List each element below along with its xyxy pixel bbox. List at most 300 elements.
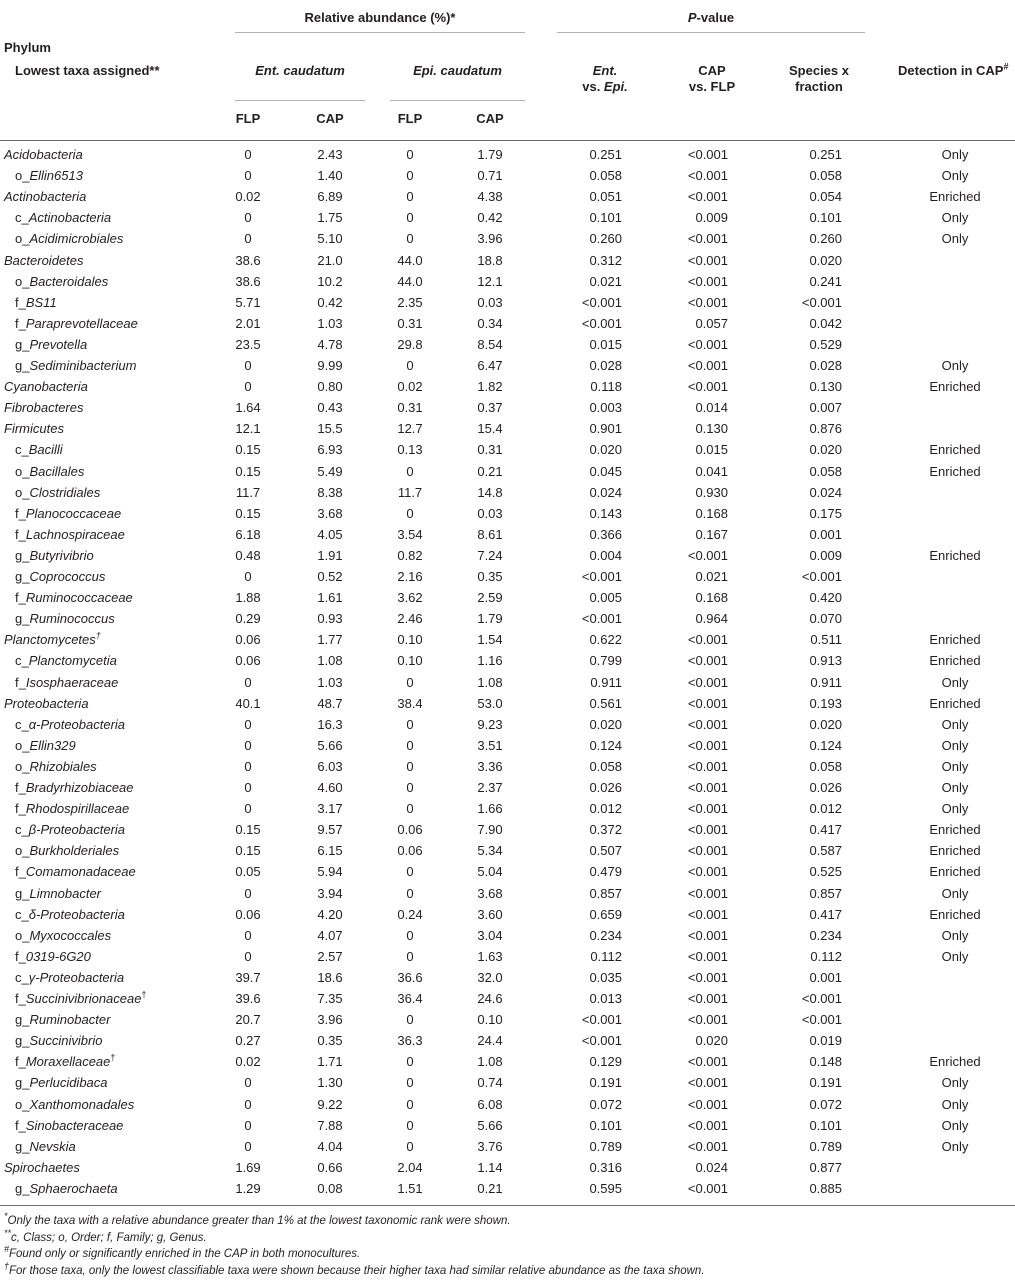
cell-p-species: 0.101 (809, 210, 842, 226)
taxon-rank-prefix: o_ (15, 737, 30, 753)
cell-p-ent-epi: 0.058 (589, 758, 622, 774)
footnote-text: For those taxa, only the lowest classifiable taxa were shown because their higher taxa had similar relative abundance as the taxa shown. (9, 1264, 705, 1277)
cell-p-ent-epi: 0.021 (589, 273, 622, 289)
cell-detection: Enriched (929, 653, 981, 669)
cell-epi-cap: 12.1 (477, 273, 503, 289)
cell-p-species: 0.789 (809, 1138, 842, 1154)
taxon-rank-prefix: o_ (15, 463, 30, 479)
cell-epi-flp: 11.7 (397, 484, 423, 500)
cell-p-species: 0.857 (809, 885, 842, 901)
cell-p-cap-flp: 0.168 (695, 590, 728, 606)
taxon-name (15, 485, 100, 501)
cell-ent-cap: 6.89 (317, 189, 343, 205)
cell-p-species: 0.001 (809, 969, 842, 985)
taxon-rank-prefix: c_ (15, 969, 29, 985)
cell-ent-flp: 0.29 (235, 611, 261, 627)
cell-ent-flp: 0.02 (235, 189, 261, 205)
cell-ent-flp: 0 (244, 358, 252, 373)
header-detection: Detection in CAP# (898, 61, 1009, 78)
cell-p-ent-epi: 0.024 (589, 484, 622, 500)
table-row (0, 841, 1015, 862)
cell-ent-flp: 0.06 (235, 653, 261, 669)
cell-epi-flp: 0 (406, 189, 414, 205)
rule-header-bottom (0, 140, 1015, 141)
cell-epi-cap: 7.24 (477, 547, 503, 563)
cell-detection: Only (941, 231, 969, 247)
taxon-label: Prevotella (29, 336, 88, 352)
cell-epi-cap: 1.63 (477, 948, 503, 964)
table-row (0, 1158, 1015, 1179)
cell-p-ent-epi: 0.026 (589, 780, 622, 795)
taxon-name (15, 1181, 118, 1197)
cell-epi-cap: 5.04 (477, 864, 503, 880)
cell-epi-cap: 5.34 (477, 843, 503, 859)
cell-p-ent-epi: 0.020 (589, 442, 622, 458)
taxon-name (15, 928, 111, 944)
cell-p-cap-flp: <0.001 (687, 1012, 728, 1028)
table-row (0, 272, 1015, 293)
cell-ent-flp: 1.69 (235, 1159, 261, 1175)
taxon-label: Paraprevotellaceae (25, 315, 138, 331)
cell-p-ent-epi: 0.561 (589, 695, 622, 711)
cell-epi-flp: 0.82 (397, 547, 423, 563)
cell-p-ent-epi: 0.191 (589, 1075, 622, 1091)
taxon-rank-prefix: g_ (15, 611, 30, 627)
cell-epi-cap: 1.14 (477, 1159, 503, 1175)
header-ent-cap: CAP (316, 111, 344, 126)
cell-epi-cap: 8.54 (477, 336, 503, 352)
taxon-label: Sphaerochaeta (29, 1180, 118, 1196)
cell-ent-flp: 0 (244, 168, 252, 184)
cell-ent-cap: 1.40 (317, 168, 343, 184)
cell-p-cap-flp: 0.167 (695, 526, 728, 542)
cell-epi-flp: 2.04 (397, 1159, 423, 1175)
cell-p-ent-epi: 0.101 (589, 210, 622, 226)
cell-p-ent-epi: 0.058 (589, 168, 622, 184)
cell-p-cap-flp: <0.001 (687, 843, 728, 859)
cell-ent-cap: 3.17 (317, 801, 343, 817)
taxon-label: Succinivibrionaceae (25, 991, 142, 1006)
cell-p-cap-flp: <0.001 (687, 273, 728, 289)
cell-detection: Enriched (929, 442, 981, 458)
cell-epi-flp: 0 (406, 505, 414, 521)
cell-epi-flp: 0 (406, 885, 414, 901)
cell-p-ent-epi: 0.234 (589, 927, 622, 943)
taxon-name (15, 1033, 102, 1049)
cell-p-ent-epi: 0.045 (589, 463, 622, 479)
cell-p-cap-flp: <0.001 (687, 1054, 728, 1070)
cell-ent-flp: 0 (244, 737, 252, 753)
cell-ent-cap: 18.6 (317, 969, 343, 985)
cell-p-species: 0.001 (809, 526, 842, 542)
cell-p-cap-flp: <0.001 (687, 885, 728, 901)
cell-ent-flp: 5.71 (235, 294, 261, 310)
cell-ent-cap: 3.96 (317, 1012, 343, 1028)
taxon-name (15, 611, 115, 627)
cell-epi-flp: 2.35 (397, 294, 423, 310)
taxon-name (15, 886, 101, 902)
cell-epi-cap: 8.61 (477, 526, 503, 542)
cell-p-species: 0.026 (809, 780, 842, 795)
cell-detection: Enriched (929, 843, 981, 859)
cell-ent-cap: 1.30 (317, 1075, 343, 1091)
cell-ent-cap: 5.10 (317, 231, 343, 247)
taxon-name (4, 253, 84, 269)
taxon-rank-prefix: f_ (15, 526, 26, 542)
cell-epi-flp: 0 (406, 358, 414, 373)
cell-ent-cap: 7.35 (317, 991, 343, 1006)
cell-p-cap-flp: <0.001 (687, 1180, 728, 1196)
table-row (0, 440, 1015, 461)
taxon-name (15, 590, 133, 606)
cell-p-cap-flp: <0.001 (687, 252, 728, 268)
cell-p-cap-flp: <0.001 (687, 1096, 728, 1112)
cell-p-species: 0.417 (809, 906, 842, 922)
cell-epi-cap: 1.08 (477, 674, 503, 690)
table-row (0, 1052, 1015, 1073)
cell-ent-flp: 1.64 (235, 400, 261, 416)
cell-p-cap-flp: 0.041 (695, 463, 728, 479)
cell-ent-cap: 3.68 (317, 505, 343, 521)
taxon-label: 0319-6G20 (25, 948, 91, 964)
cell-epi-flp: 0.02 (397, 379, 423, 395)
table-row (0, 989, 1015, 1010)
cell-detection: Only (941, 1096, 969, 1112)
cell-detection: Only (941, 758, 969, 774)
cell-epi-flp: 36.3 (397, 1033, 423, 1049)
taxon-label: Xanthomonadales (29, 1096, 135, 1112)
cell-epi-cap: 0.37 (477, 400, 503, 416)
cell-epi-cap: 1.82 (477, 379, 503, 395)
cell-detection: Only (941, 885, 969, 901)
taxon-label: Rhodospirillaceae (25, 801, 130, 817)
cell-ent-flp: 20.7 (235, 1012, 261, 1028)
taxon-name (15, 569, 105, 585)
taxon-name (15, 316, 138, 332)
cell-p-species: 0.058 (809, 168, 842, 184)
cell-ent-flp: 0 (244, 147, 252, 162)
cell-p-species: 0.420 (809, 590, 842, 606)
taxon-name (15, 210, 111, 226)
cell-epi-flp: 0.06 (397, 843, 423, 859)
cell-ent-flp: 38.6 (235, 273, 261, 289)
taxon-rank-prefix: o_ (15, 273, 30, 289)
taxon-name (15, 675, 118, 691)
taxon-name (15, 864, 136, 880)
taxon-rank-prefix: f_ (15, 505, 26, 521)
cell-ent-cap: 6.15 (317, 843, 343, 859)
cell-p-ent-epi: 0.003 (589, 400, 622, 416)
table-row (0, 1116, 1015, 1137)
cell-p-cap-flp: <0.001 (687, 716, 728, 732)
cell-p-ent-epi: 0.372 (589, 822, 622, 838)
cell-detection: Only (941, 737, 969, 753)
taxon-name (15, 843, 119, 859)
header-ent-flp: FLP (235, 111, 261, 126)
footnote-text: Found only or significantly enriched in the CAP in both monocultures. (9, 1248, 361, 1260)
cell-detection: Enriched (929, 906, 981, 922)
cell-p-ent-epi: <0.001 (581, 294, 622, 310)
cell-epi-flp: 3.54 (397, 526, 423, 542)
cell-ent-cap: 48.7 (317, 695, 343, 711)
header-lowest-taxa: Lowest taxa assigned** (15, 63, 160, 78)
taxon-label: Acidobacteria (4, 147, 83, 162)
table-row (0, 145, 1015, 166)
taxon-label: δ-Proteobacteria (28, 906, 125, 922)
cell-p-cap-flp: 0.009 (695, 210, 728, 226)
taxon-rank-prefix: f_ (15, 864, 26, 880)
taxon-rank-prefix: o_ (15, 927, 30, 943)
cell-epi-flp: 0.13 (397, 442, 423, 458)
table-row (0, 694, 1015, 715)
table-row (0, 588, 1015, 609)
cell-p-ent-epi: 0.020 (589, 716, 622, 732)
taxon-rank-prefix: f_ (15, 1054, 26, 1070)
cell-epi-flp: 0 (406, 147, 414, 162)
taxon-label: Planctomycetes (4, 632, 96, 648)
cell-p-ent-epi: 0.118 (590, 379, 622, 395)
cell-detection: Enriched (929, 379, 981, 395)
taxon-rank-prefix: g_ (15, 1180, 30, 1196)
cell-epi-cap: 0.03 (477, 505, 503, 521)
cell-p-species: <0.001 (801, 294, 842, 310)
taxon-name (15, 1054, 115, 1070)
cell-detection: Only (941, 927, 969, 943)
cell-ent-flp: 6.18 (235, 526, 261, 542)
rule-pvalue-group (557, 32, 865, 33)
taxon-name (15, 1118, 123, 1134)
taxon-label: Actinobacteria (4, 189, 87, 205)
taxon-name (15, 274, 108, 290)
cell-p-species: 0.124 (809, 737, 842, 753)
cell-p-species: 0.251 (809, 147, 842, 162)
cell-ent-flp: 0 (244, 569, 252, 584)
cell-ent-cap: 0.08 (317, 1180, 343, 1196)
cell-p-cap-flp: <0.001 (687, 168, 728, 184)
cell-epi-flp: 0 (406, 716, 414, 732)
cell-p-cap-flp: 0.964 (695, 611, 728, 627)
cell-p-species: 0.009 (809, 547, 842, 563)
cell-ent-cap: 1.77 (317, 632, 343, 648)
taxon-rank-prefix: g_ (15, 1138, 30, 1154)
header-epi-cap: CAP (476, 111, 504, 126)
cell-ent-cap: 0.35 (317, 1033, 343, 1049)
table-row (0, 504, 1015, 525)
cell-ent-cap: 1.71 (317, 1054, 343, 1070)
cell-ent-cap: 0.43 (317, 400, 343, 416)
cell-detection: Enriched (929, 1054, 981, 1070)
cell-p-ent-epi: 0.124 (589, 737, 622, 753)
table-row (0, 462, 1015, 483)
cell-ent-flp: 0.06 (235, 906, 261, 922)
cell-ent-flp: 0 (244, 231, 252, 247)
cell-p-species: 0.024 (809, 484, 842, 500)
cell-p-ent-epi: 0.015 (589, 336, 622, 352)
cell-ent-flp: 39.7 (235, 969, 261, 985)
cell-epi-flp: 2.46 (397, 611, 423, 627)
cell-epi-flp: 44.0 (397, 273, 423, 289)
cell-epi-cap: 15.4 (477, 421, 503, 437)
cell-epi-cap: 0.71 (477, 168, 503, 184)
cell-p-ent-epi: 0.789 (589, 1138, 622, 1154)
cell-p-ent-epi: 0.595 (589, 1180, 622, 1196)
taxon-label: Planococcaceae (25, 505, 122, 521)
cell-p-ent-epi: 0.911 (590, 674, 622, 690)
taxon-rank-prefix: f_ (15, 674, 26, 690)
cell-epi-flp: 0.06 (397, 822, 423, 838)
cell-ent-flp: 0 (244, 210, 252, 226)
cell-epi-flp: 0 (406, 758, 414, 774)
cell-ent-cap: 0.66 (317, 1159, 343, 1175)
taxon-rank-prefix: f_ (15, 590, 26, 606)
cell-ent-cap: 1.61 (317, 590, 343, 606)
footnote (4, 1227, 1009, 1247)
cell-ent-flp: 0.06 (235, 632, 261, 648)
cell-detection: Only (941, 358, 969, 373)
cell-p-ent-epi: 0.857 (589, 885, 622, 901)
cell-ent-flp: 38.6 (235, 252, 261, 268)
taxon-name (15, 442, 63, 458)
cell-ent-flp: 1.29 (235, 1180, 261, 1196)
cell-epi-flp: 44.0 (397, 252, 423, 268)
cell-p-species: 0.101 (809, 1117, 842, 1133)
cell-p-ent-epi: 0.901 (589, 421, 622, 437)
cell-p-cap-flp: <0.001 (687, 906, 728, 922)
cell-p-cap-flp: <0.001 (687, 379, 728, 395)
taxon-name (15, 506, 121, 522)
cell-p-cap-flp: <0.001 (687, 822, 728, 838)
cell-p-ent-epi: 0.507 (589, 843, 622, 859)
cell-epi-cap: 4.38 (477, 189, 503, 205)
cell-p-ent-epi: 0.101 (589, 1117, 622, 1133)
cell-detection: Only (941, 1117, 969, 1133)
table-row (0, 314, 1015, 335)
cell-epi-cap: 3.60 (477, 906, 503, 922)
rule-table-bottom (0, 1205, 1015, 1206)
cell-ent-flp: 0.48 (235, 547, 261, 563)
cell-epi-cap: 3.04 (477, 927, 503, 943)
taxon-label: Burkholderiales (29, 843, 120, 859)
cell-p-cap-flp: 0.024 (695, 1159, 728, 1175)
cell-ent-cap: 4.20 (317, 906, 343, 922)
cell-ent-flp: 0.05 (235, 864, 261, 880)
taxon-name (15, 1075, 108, 1091)
taxon-label: Ruminococcus (29, 611, 115, 627)
taxon-name (15, 358, 136, 374)
header-p-value: P-value (687, 10, 735, 25)
cell-ent-flp: 0.15 (235, 505, 261, 521)
cell-p-cap-flp: 0.021 (695, 569, 728, 584)
cell-ent-cap: 4.78 (317, 336, 343, 352)
footnote (4, 1260, 1009, 1280)
table-row (0, 1010, 1015, 1031)
cell-ent-cap: 4.05 (317, 526, 343, 542)
cell-epi-cap: 0.10 (477, 1012, 503, 1028)
cell-p-species: <0.001 (801, 1012, 842, 1028)
footnote-text: Only the taxa with a relative abundance greater than 1% at the lowest taxonomic rank were shown. (7, 1215, 511, 1227)
cell-detection: Enriched (929, 822, 981, 838)
cell-ent-flp: 0.15 (235, 442, 261, 458)
table-row (0, 356, 1015, 377)
cell-ent-cap: 1.03 (317, 315, 343, 331)
cell-ent-cap: 1.08 (317, 653, 343, 669)
cell-p-species: 0.417 (809, 822, 842, 838)
cell-epi-flp: 0 (406, 927, 414, 943)
cell-ent-cap: 4.60 (317, 780, 343, 795)
taxon-name (15, 295, 57, 311)
cell-ent-cap: 4.04 (317, 1138, 343, 1154)
cell-p-cap-flp: <0.001 (687, 737, 728, 753)
cell-epi-cap: 18.8 (477, 252, 503, 268)
cell-p-cap-flp: 0.130 (695, 421, 728, 437)
taxon-rank-prefix: g_ (15, 547, 30, 563)
taxon-label: Bacteroidales (29, 273, 109, 289)
cell-epi-flp: 1.51 (397, 1180, 423, 1196)
cell-epi-cap: 6.08 (477, 1096, 503, 1112)
table-row (0, 968, 1015, 989)
cell-p-species: 0.529 (809, 336, 842, 352)
table-row (0, 1137, 1015, 1158)
cell-epi-cap: 0.31 (477, 442, 503, 458)
cell-p-cap-flp: <0.001 (687, 1075, 728, 1091)
footnote-mark: † (95, 630, 101, 641)
table-row (0, 757, 1015, 778)
cell-p-cap-flp: <0.001 (687, 758, 728, 774)
rule-ent-species (235, 100, 365, 101)
table-row (0, 229, 1015, 250)
header-phylum: Phylum (4, 40, 51, 55)
cell-p-cap-flp: <0.001 (687, 653, 728, 669)
cell-ent-flp: 0 (244, 948, 252, 964)
cell-epi-flp: 0 (406, 1075, 414, 1091)
taxon-label: Firmicutes (4, 421, 64, 437)
cell-epi-cap: 2.59 (477, 590, 503, 606)
cell-p-ent-epi: <0.001 (581, 1012, 622, 1028)
taxon-name (4, 400, 83, 416)
cell-epi-cap: 3.96 (477, 231, 503, 247)
cell-p-species: 0.193 (809, 695, 842, 711)
cell-ent-cap: 1.75 (317, 210, 343, 226)
cell-p-species: 0.042 (809, 315, 842, 331)
table-row (0, 166, 1015, 187)
taxon-rank-prefix: g_ (15, 569, 30, 584)
cell-p-ent-epi: 0.260 (589, 231, 622, 247)
taxon-name (15, 1139, 76, 1155)
cell-p-species: 0.876 (809, 421, 842, 437)
taxon-label: Bacilli (28, 442, 63, 458)
cell-ent-cap: 16.3 (317, 716, 343, 732)
taxon-rank-prefix: o_ (15, 231, 30, 247)
cell-ent-cap: 1.03 (317, 674, 343, 690)
table-row (0, 187, 1015, 208)
cell-p-species: 0.260 (809, 231, 842, 247)
cell-ent-cap: 5.66 (317, 737, 343, 753)
cell-detection: Enriched (929, 547, 981, 563)
table-row (0, 546, 1015, 567)
cell-epi-cap: 53.0 (477, 695, 503, 711)
taxon-label: Succinivibrio (29, 1033, 103, 1049)
cell-epi-cap: 3.51 (477, 737, 503, 753)
taxon-label: Limnobacter (29, 885, 102, 901)
taxon-label: Myxococcales (29, 927, 112, 943)
taxon-rank-prefix: g_ (15, 1033, 30, 1049)
cell-ent-flp: 0.15 (235, 463, 261, 479)
cell-p-cap-flp: <0.001 (687, 780, 728, 795)
cell-ent-flp: 0 (244, 716, 252, 732)
table-row (0, 251, 1015, 272)
cell-epi-flp: 0.10 (397, 653, 423, 669)
cell-ent-flp: 0.15 (235, 822, 261, 838)
